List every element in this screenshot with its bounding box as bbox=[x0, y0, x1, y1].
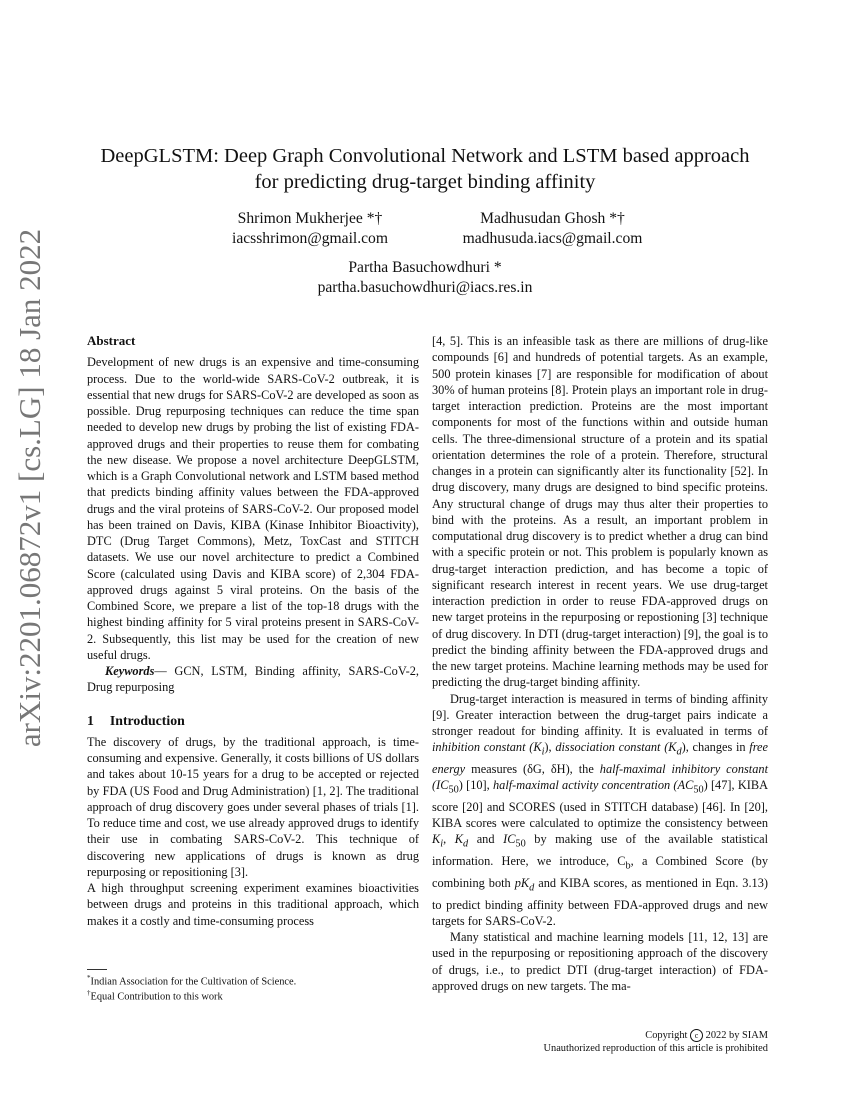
author-2 bbox=[425, 209, 680, 249]
author-name: Partha Basuchowdhuri * bbox=[348, 259, 502, 276]
copyright-line-2: Unauthorized reproduction of this article is prohibited bbox=[543, 1043, 768, 1055]
footnote-1: *Indian Association for the Cultivation of Science. bbox=[87, 974, 297, 988]
paper-title bbox=[60, 143, 790, 195]
copyright-notice bbox=[544, 1029, 769, 1055]
intro-paragraph-2: A high throughput screening experiment examines bioactivities between drugs and proteins in this traditional approach, which makes it a costly and time-consuming process bbox=[87, 881, 419, 928]
title-line-2: for predicting drug-target binding affinity bbox=[254, 171, 596, 193]
title-line-1: DeepGLSTM: Deep Graph Convolutional Network and LSTM based approach bbox=[100, 145, 750, 167]
author-name: Shrimon Mukherjee *† bbox=[237, 210, 383, 227]
keywords-list: — GCN, LSTM, Binding affinity, SARS-CoV-2, Drug repurposing bbox=[87, 664, 419, 695]
abstract-heading: Abstract bbox=[87, 333, 136, 348]
intro-paragraph-1: The discovery of drugs, by the traditional approach, is time-consuming and expensive. Generally, it costs billions of US dollars and takes about 10-15 years for a drug to be accepted or rejected by FDA (US Food and Drug Administration) [1, 2]. The traditional approach of drug discovery goes under several phases of trials [1]. To reduce time and cost, we use already approved drugs to identify their use in combating SARS-CoV-2. This technique of discovering new applications of drugs is known as drug repurposing or repositioning [3]. bbox=[87, 734, 419, 879]
footnote-2: †Equal Contribution to this work bbox=[87, 989, 223, 1003]
section-title: Introduction bbox=[109, 712, 185, 728]
copyright-symbol: c bbox=[690, 1029, 703, 1042]
author-email: iacsshrimon@gmail.com bbox=[232, 230, 388, 247]
keywords-label: Keywords bbox=[105, 664, 155, 678]
right-paragraph-3: Many statistical and machine learning models [11, 12, 13] are used in the repurposing or repositioning approach of the discovery of drugs, i.e., to predict DTI (drug-target interaction) of FDA-approved drugs on new targets. The ma- bbox=[432, 930, 768, 993]
right-paragraph-2: Drug-target interaction is measured in terms of binding affinity [9]. Greater interaction between the drug-target pairs indicate a stronger readout for binding affinity. It is evaluated in terms of inhibition constant $(K_i)$, dissociation constant $(K_d)$, changes in free energy measures (δG, δH), the half-maximal inhibitory constant $(IC_{50})$ [10], half-maximal activity concentration $(AC_{50})$ [47], KIBA score [20] and SCORES (used in STITCH database) [46]. In [20], KIBA scores were calculated to optimize the consistency between $K_i$, $K_d$ and $IC_{50}$ by making use of the available statistical information. Here, we introduce, $C_b$, a Combined Score (by combining both $pK_d$ and KIBA scores, as mentioned in Eqn. 3.13) to predict binding affinity between FDA-approved drugs and new targets for SARS-CoV-2. bbox=[432, 691, 769, 928]
keywords bbox=[87, 663, 419, 696]
abstract-text: Development of new drugs is an expensive and time-consuming process. Due to the world-wide SARS-CoV-2 outbreak, it is essential that new drugs for SARS-CoV-2 are developed as soon as possible. Drug repurposing techniques can reduce the time span needed to develop new drugs by probing the list of existing FDA-approved drugs and their properties to reuse them for combating the new disease. We propose a novel architecture DeepGLSTM, which is a Graph Convolutional network and LSTM based method that predicts binding affinity values between the FDA-approved drugs and the viral proteins of SARS-CoV-2. Our proposed model has been trained on Davis, KIBA (Kinase Inhibitor Bioactivity), DTC (Drug Target Commons), Metz, ToxCast and STITCH datasets. We use our novel architecture to predict a Combined Score (calculated using Davis and KIBA score) of 2,304 FDA-approved drugs against 5 viral proteins. On the basis of the Combined Score, we prepare a list of the top-18 drugs with the highest binding affinity for 5 viral proteins present in SARS-CoV-2. Subsequently, this list may be used for the creation of new useful drugs. bbox=[87, 355, 419, 662]
right-column bbox=[432, 333, 768, 994]
arxiv-identifier: arXiv:2201.06872v1 [cs.LG] 18 Jan 2022 bbox=[12, 228, 47, 748]
footnote-rule bbox=[87, 969, 107, 970]
copyright-line-1: Copyright c 2022 by SIAM bbox=[645, 1030, 768, 1041]
author-3 bbox=[260, 258, 590, 298]
left-column bbox=[87, 333, 419, 929]
author-email: partha.basuchowdhuri@iacs.res.in bbox=[317, 279, 533, 296]
author-email: madhusuda.iacs@gmail.com bbox=[462, 230, 643, 247]
section-heading-introduction bbox=[87, 713, 419, 729]
right-paragraph-1: [4, 5]. This is an infeasible task as there are millions of drug-like compounds [6] and hundreds of potential targets. As an example, 500 protein kinases [7] are responsible for modification of about 30% of human proteins [8]. Protein plays an important role in drug-target interaction prediction. Proteins are the most important components for most of the functions within and outside human cells. The three-dimensional structure of a protein and its spatial orientation determines the role of a protein. Therefore, structural changes in a protein can significantly alter its functionality [52]. In drug discovery, many drugs are designed to bind specific proteins. Any structural change of drugs may thus alter their properties to bind with the proteins. As a result, an important problem in computational drug discovery is to predict whether a drug can bind with a specific protein or not. This problem is popularly known as drug-target interaction prediction, and has become a topic of significant research interest in recent years. We use drug-target interaction prediction in order to reuse FDA-approved drugs on new target proteins in the repurposing or repostioning [3] technique of drug discovery. In DTI (drug-target interaction) [9], the goal is to predict the binding affinity between the FDA-approved drugs and the new target proteins. Machine learning methods may be used for predicting the drug-target binding affinity. bbox=[432, 334, 768, 690]
section-number: 1 bbox=[87, 712, 94, 728]
author-1 bbox=[190, 209, 430, 249]
author-name: Madhusudan Ghosh *† bbox=[480, 210, 625, 227]
